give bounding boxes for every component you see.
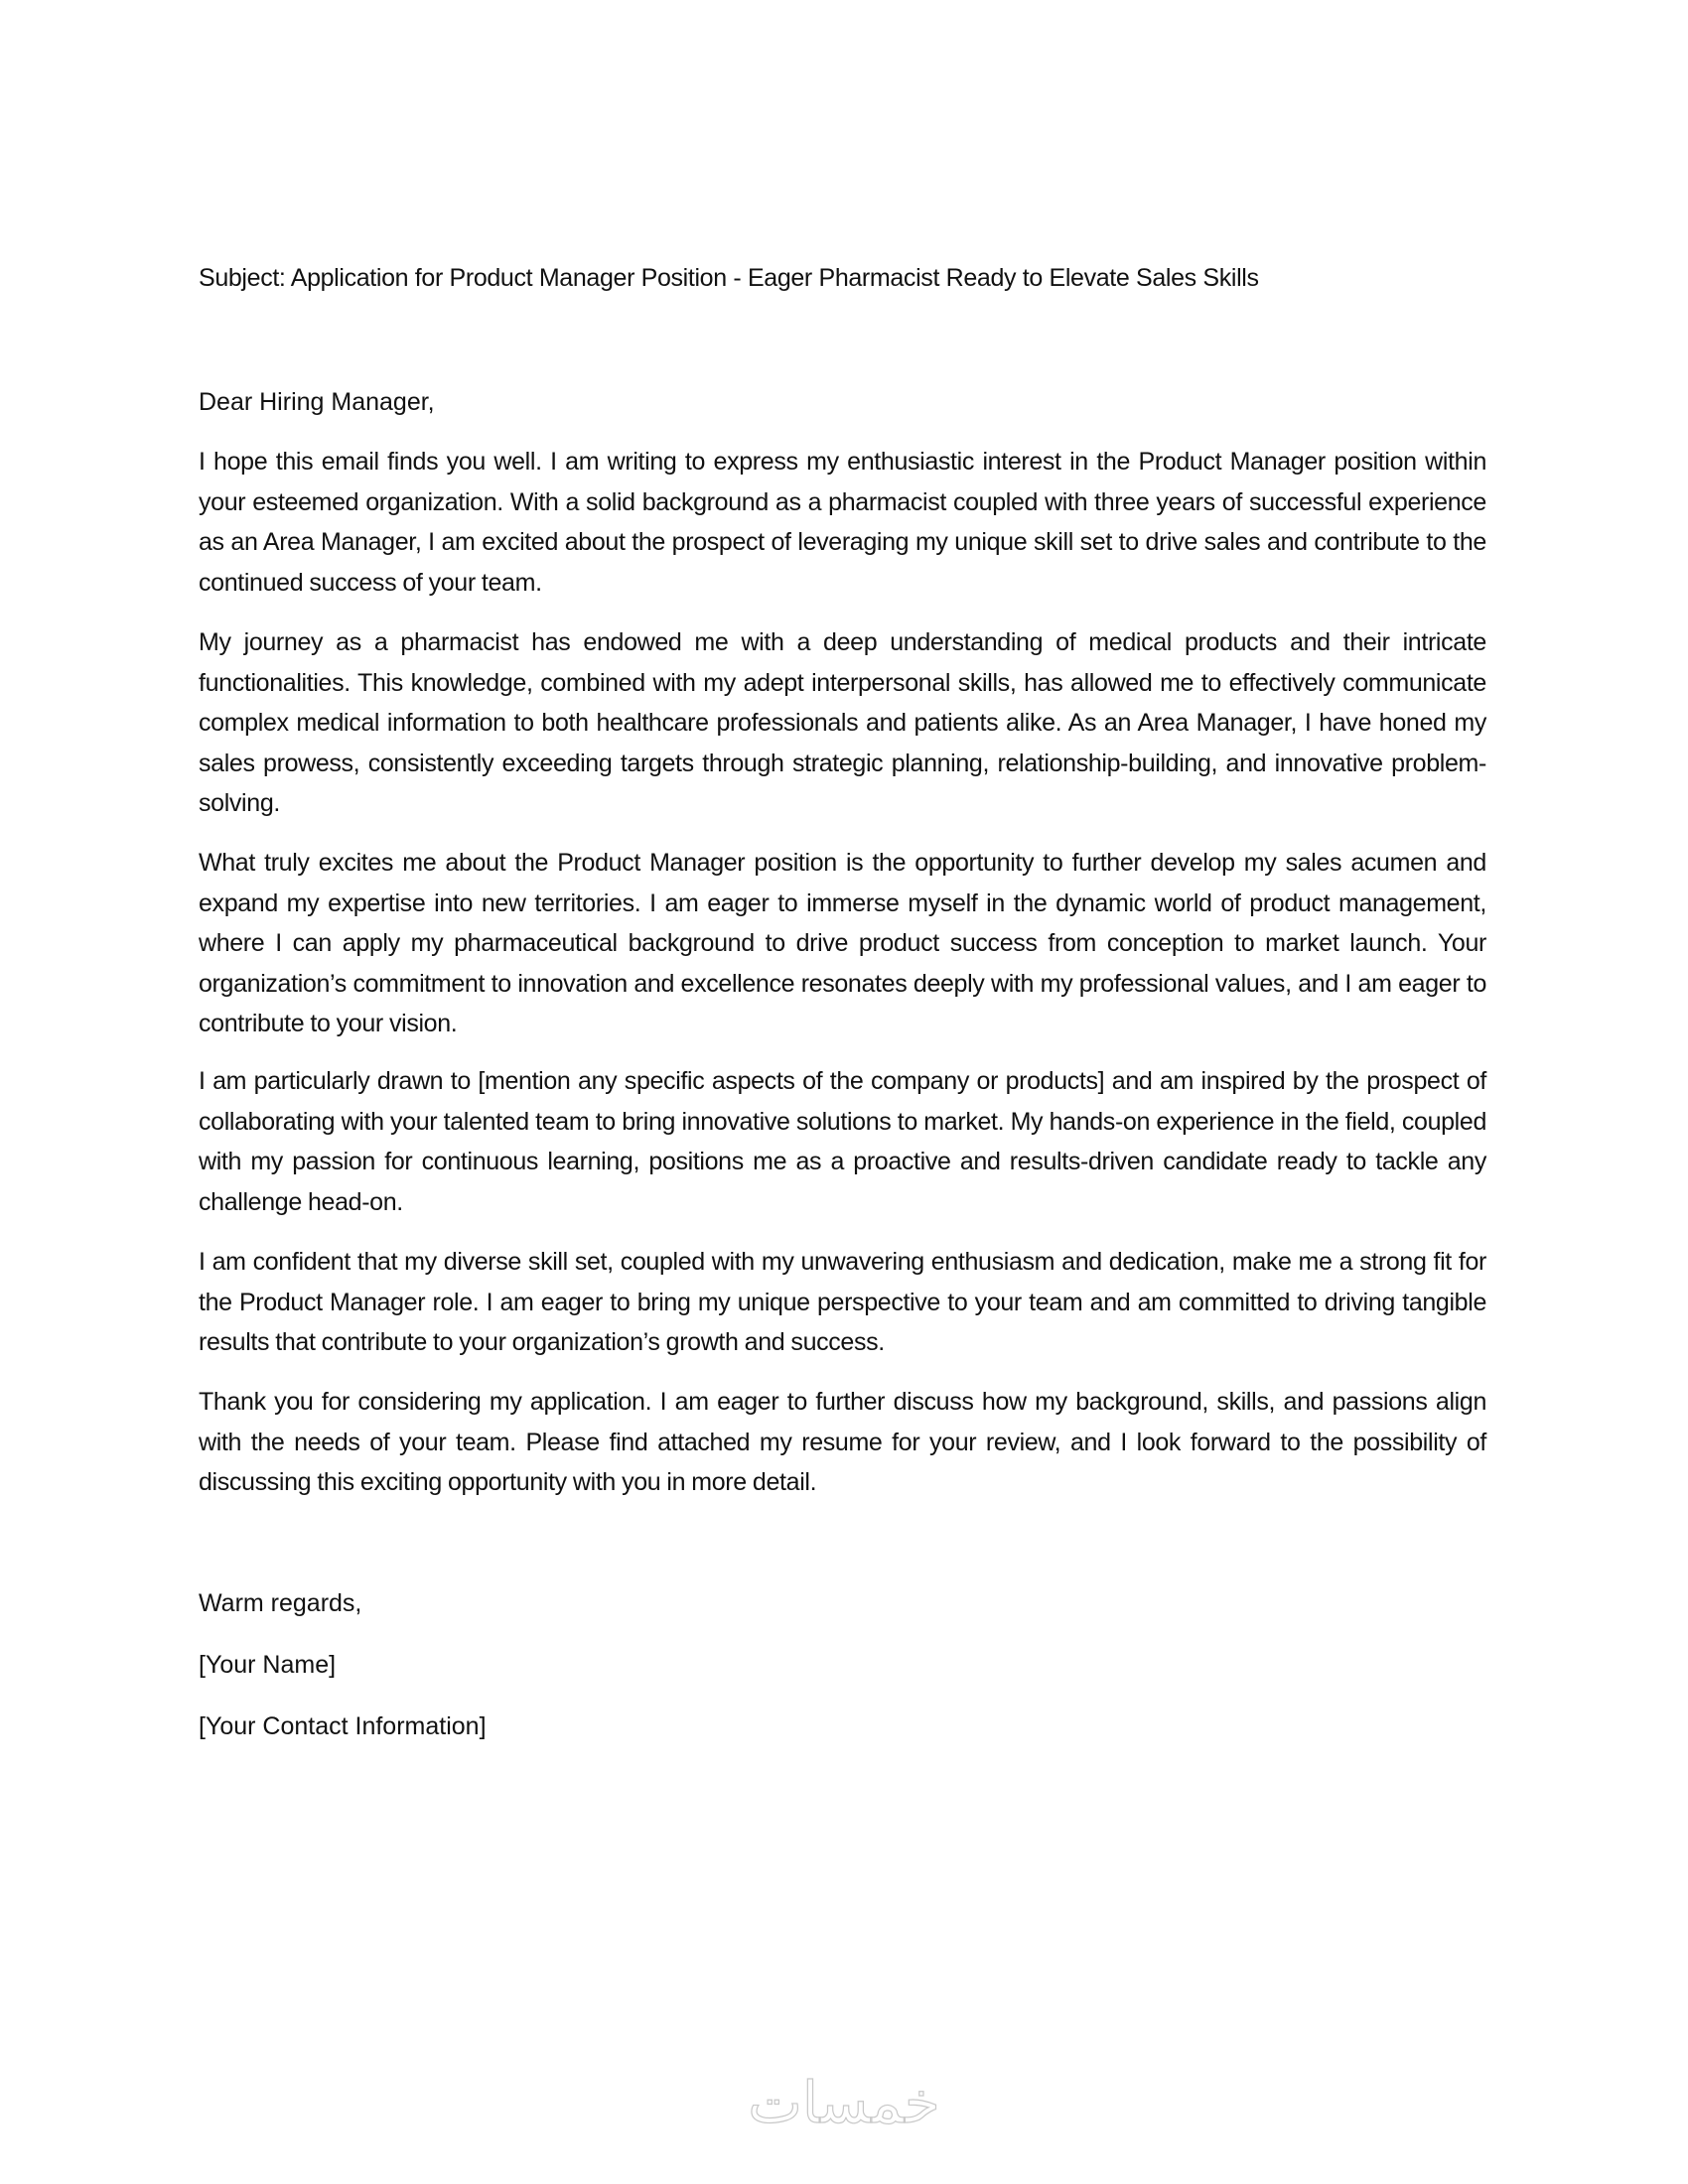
signature-contact: [Your Contact Information] (199, 1712, 487, 1740)
signature-name: [Your Name] (199, 1651, 337, 1679)
body-paragraph-4: I am particularly drawn to [mention any specific aspects of the company or products] and am inspired by the prospect of collaborating with your talented team to bring innovative solutions to market. My hands-on experience in the field, coupled with my passion for continuous learning, positions me as a proactive and results-driven candidate ready to tackle any challenge head-on. (199, 1067, 1486, 1216)
body-paragraph-5: I am confident that my diverse skill set, coupled with my unwavering enthusiasm and dedication, make me a strong fit for the Product Manager role. I am eager to bring my unique perspective to your team and am committed to driving tangible results that contribute to your organization’s growth and success. (199, 1248, 1486, 1356)
body-paragraph-6: Thank you for considering my application. I am eager to further discuss how my background, skills, and passions align with the needs of your team. Please find attached my resume for your review, and I look forward to the possibility of discussing this exciting opportunity with you in more detail. (199, 1388, 1486, 1496)
body-paragraph-2: My journey as a pharmacist has endowed me with a deep understanding of medical products and their intricate functionalities. This knowledge, combined with my adept interpersonal skills, has allowed me to effectively communicate complex medical information to both healthcare professionals and patients alike. As an Area Manager, I have honed my sales prowess, consistently exceeding targets through strategic planning, relationship-building, and innovative problem-solving. (199, 628, 1486, 817)
watermark-logo: خمسات (748, 2069, 940, 2136)
greeting: Dear Hiring Manager, (199, 388, 435, 416)
email-subject: Subject: Application for Product Manager Position - Eager Pharmacist Ready to Elevate Sales Skills (199, 264, 1259, 292)
body-paragraph-1: I hope this email finds you well. I am writing to express my enthusiastic interest in the Product Manager position within your esteemed organization. With a solid background as a pharmacist coupled with three years of successful experience as an Area Manager, I am excited about the prospect of leveraging my unique skill set to drive sales and contribute to the continued success of your team. (199, 448, 1486, 597)
closing: Warm regards, (199, 1589, 362, 1617)
body-paragraph-3: What truly excites me about the Product Manager position is the opportunity to further develop my sales acumen and expand my expertise into new territories. I am eager to immerse myself in the dynamic world of product management, where I can apply my pharmaceutical background to drive product success from conception to market launch. Your organization’s commitment to innovation and excellence resonates deeply with my professional values, and I am eager to contribute to your vision. (199, 849, 1486, 1037)
